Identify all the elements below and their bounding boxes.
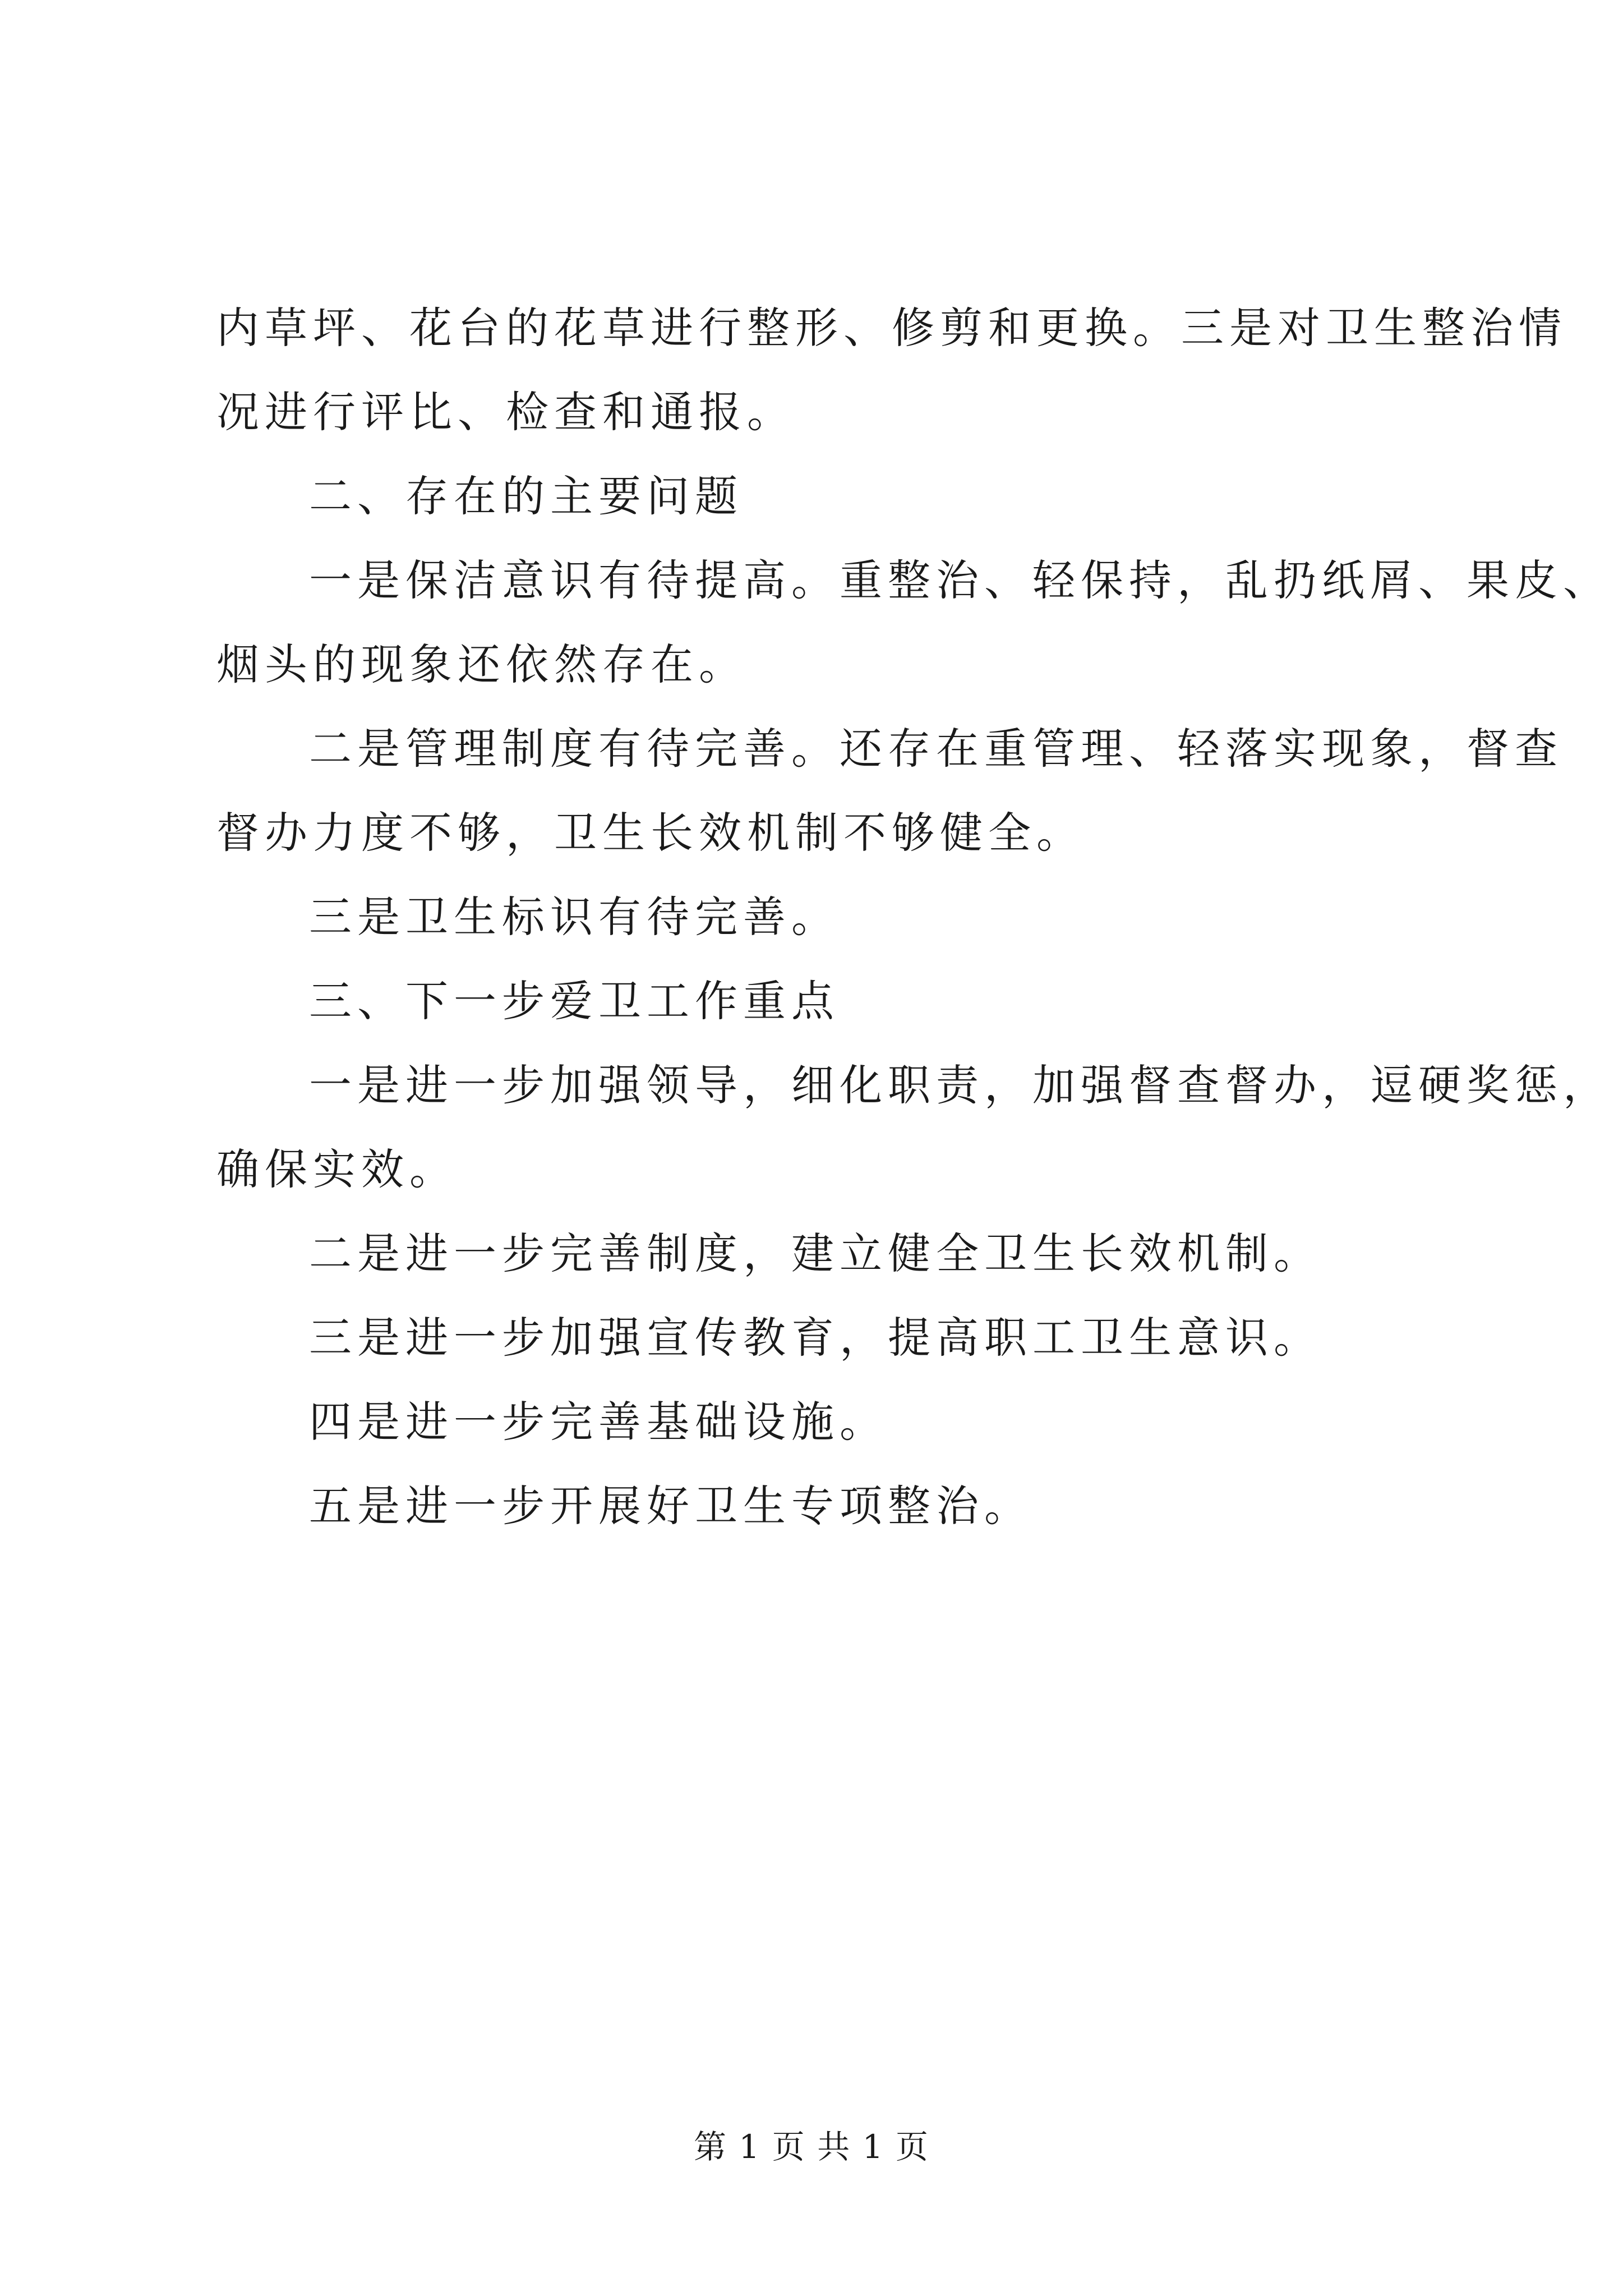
body-line-2: 况进行评比、检查和通报。 [216,387,795,437]
body-line-4: 一是保洁意识有待提高。重整治、轻保持，乱扔纸屑、果皮、 [309,555,1611,605]
document-body [216,300,1611,1562]
body-line-12: 二是进一步完善制度，建立健全卫生长效机制。 [309,1228,1322,1278]
body-line-10: 一是进一步加强领导，细化职责，加强督查督办，逗硬奖惩， [309,1060,1611,1110]
section-heading-problems: 二、存在的主要问题 [309,471,743,521]
page-number-footer: 第 1 页 共 1 页 [694,2128,929,2166]
body-line-13: 三是进一步加强宣传教育，提高职工卫生意识。 [309,1313,1322,1363]
body-line-11: 确保实效。 [216,1144,458,1194]
body-line-6: 二是管理制度有待完善。还存在重管理、轻落实现象，督查 [309,724,1563,774]
body-line-5: 烟头的现象还依然存在。 [216,639,747,689]
section-heading-next-steps: 三、下一步爱卫工作重点 [309,976,840,1026]
body-line-7: 督办力度不够，卫生长效机制不够健全。 [216,808,1085,858]
body-line-14: 四是进一步完善基础设施。 [309,1397,888,1447]
body-line-15: 五是进一步开展好卫生专项整治。 [309,1481,1032,1531]
body-line-8: 三是卫生标识有待完善。 [309,892,840,942]
body-line-1: 内草坪、花台的花草进行整形、修剪和更换。三是对卫生整治情 [216,303,1567,353]
